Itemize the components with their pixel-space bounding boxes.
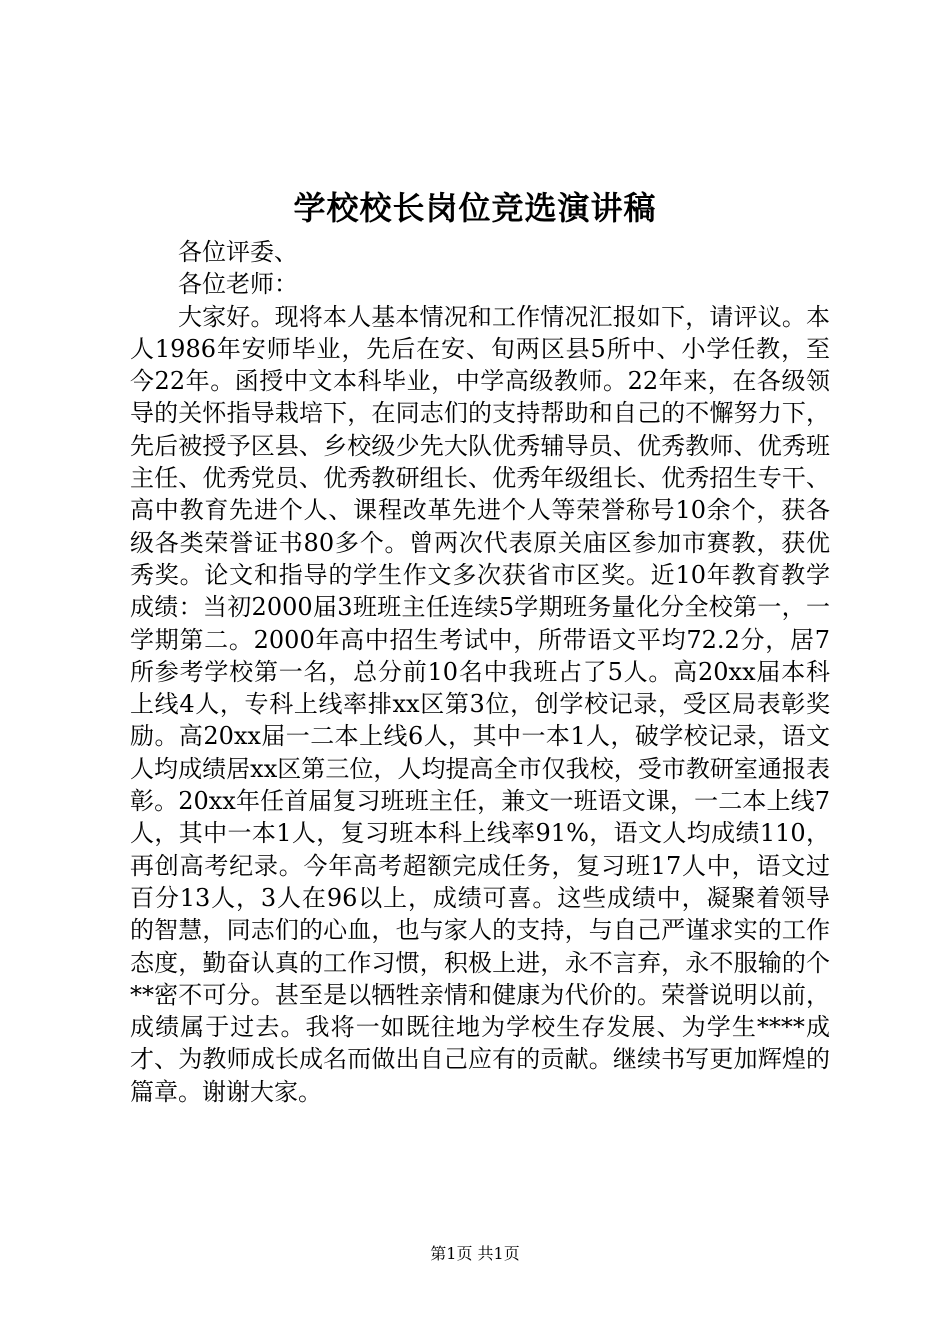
document-title: 学校校长岗位竞选演讲稿 [293,189,657,227]
salutation-judges: 各位评委、 [178,238,298,266]
salutation-teachers: 各位老师： [178,270,298,299]
page-number-footer: 第1页 共1页 [430,1244,520,1263]
document-body [130,236,830,1108]
speech-paragraph: 大家好。现将本人基本情况和工作情况汇报如下，请评议。本人1986年安师毕业，先后在安、旬两区县5所中、小学任教，至今22年。函授中文本科毕业，中学高级教师。22年来，在各级领导的关怀指导栽培下，在同志们的支持帮助和自己的不懈努力下，先后被授予区县、乡校级少先大队优秀辅导员、优秀教师、优秀班主任、优秀党员、优秀教研组长、优秀年级组长、优秀招生专干、高中教育先进个人、课程改革先进个人等荣誉称号10余个，获各级各类荣誉证书80多个。曾两次代表原关庙区参加市赛教，获优秀奖。论文和指导的学生作文多次获省市区奖。近10年教育教学成绩：当初2000届3班班主任连续5学期班务量化分全校第一，一学期第二。2000年高中招生考试中，所带语文平均72.2分，居7所参考学校第一名，总分前10名中我班占了5人。高20xx届本科上线4人，专科上线率排xx区第3位，创学校记录，受区局表彰奖励。高20xx届一二本上线6人，其中一本1人，破学校记录，语文人均成绩居xx区第三位，人均提高全市仅我校，受市教研室通报表彰。20xx年任首届复习班班主任，兼文一班语文课，一二本上线7人，其中一本1人，复习班本科上线率91%，语文人均成绩110，再创高考纪录。今年高考超额完成任务，复习班17人中，语文过百分13人，3人在96以上，成绩可喜。这些成绩中，凝聚着领导的智慧，同志们的心血，也与家人的支持，与自己严谨求实的工作态度，勤奋认真的工作习惯，积极上进，永不言弃，永不服输的个**密不可分。甚至是以牺牲亲情和健康为代价的。荣誉说明以前，成绩属于过去。我将一如既往地为学校生存发展、为学生****成才、为教师成长成名而做出自己应有的贡献。继续书写更加辉煌的篇章。谢谢大家。 [130,302,830,1106]
